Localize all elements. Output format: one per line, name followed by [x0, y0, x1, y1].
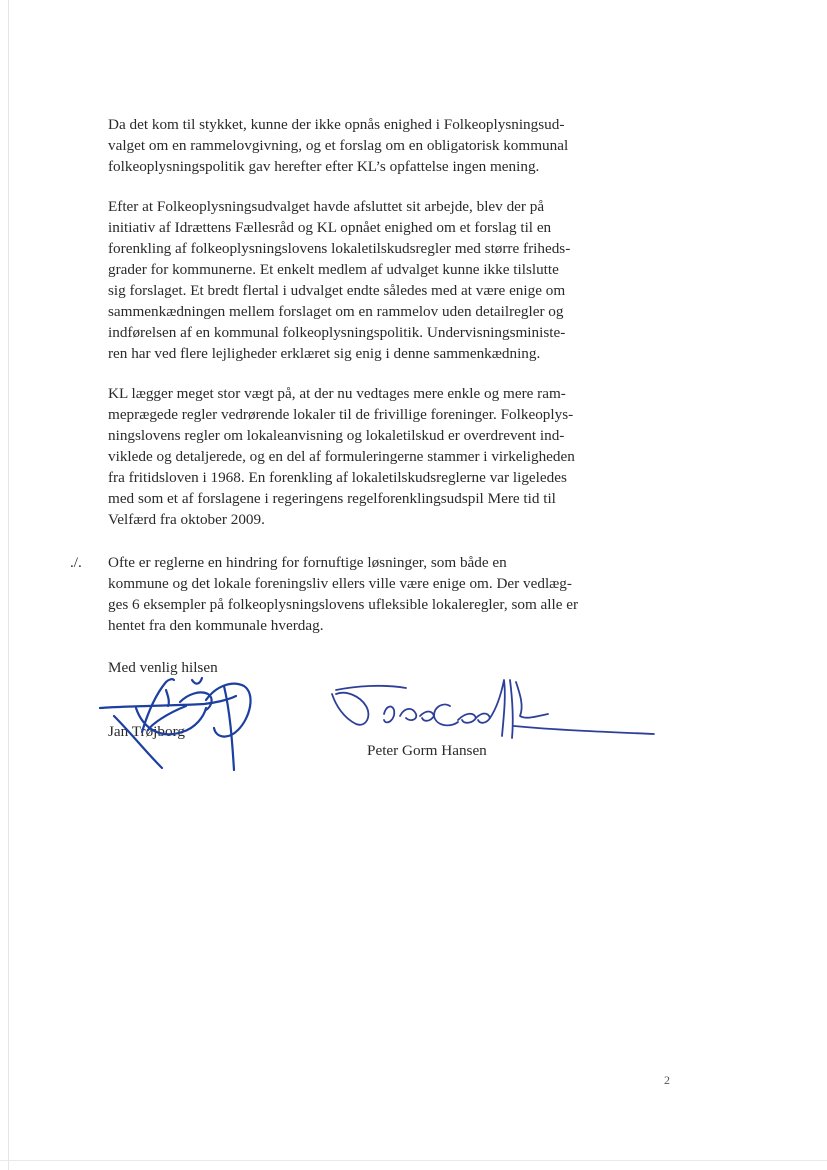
text-line: viklede og detaljerede, og en del af formuleringerne stammer i virkeligheden — [108, 448, 575, 465]
text-line: indførelsen af en kommunal folkeoplysningspolitik. Undervisningsministe- — [108, 324, 566, 341]
text-line: hentet fra den kommunale hverdag. — [108, 617, 324, 634]
text-line: fra fritidsloven i 1968. En forenkling af lokaletilskudsreglerne var ligeledes — [108, 469, 567, 486]
paragraph-1 — [108, 114, 633, 177]
text-line: Efter at Folkeoplysningsudvalget havde afsluttet sit arbejde, blev der på — [108, 198, 545, 215]
text-line: grader for kommunerne. Et enkelt medlem af udvalget kunne ikke tilslutte — [108, 261, 559, 278]
text-line: kommune og det lokale foreningsliv ellers ville være enige om. Der vedlæg- — [108, 575, 572, 592]
text-line: sig forslaget. Et bredt flertal i udvalget endte således med at være enige om — [108, 282, 566, 299]
text-line: ningslovens regler om lokaleanvisning og lokaletilskud er overdrevent ind- — [108, 427, 565, 444]
text-line: valget om en rammelovgivning, og et forslag om en obligatorisk kommunal — [108, 137, 569, 154]
signature-1 — [96, 672, 256, 780]
closing-salutation: Med venlig hilsen — [108, 659, 218, 676]
text-line: sammenkædningen mellem forslaget om en rammelov uden detailregler og — [108, 303, 564, 320]
paragraph-4 — [108, 552, 633, 636]
text-line: initiativ af Idrættens Fællesråd og KL opnået enighed om et forslag til en — [108, 219, 552, 236]
enclosure-marker: ./. — [70, 554, 82, 571]
signatory-name-1: Jan Trøjborg — [108, 723, 185, 740]
text-line: Ofte er reglerne en hindring for fornuftige løsninger, som både en — [108, 554, 507, 571]
text-line: forenkling af folkeoplysningslovens lokaletilskudsregler med større friheds- — [108, 240, 571, 257]
text-line: KL lægger meget stor vægt på, at der nu vedtages mere enkle og mere ram- — [108, 385, 566, 402]
text-line: meprægede regler vedrørende lokaler til de frivillige foreninger. Folkeoplys- — [108, 406, 574, 423]
scan-edge-line — [0, 1160, 827, 1161]
text-line: folkeoplysningspolitik gav herefter efter KL’s opfattelse ingen mening. — [108, 158, 540, 175]
scan-edge-line — [8, 0, 9, 1170]
text-line: Da det kom til stykket, kunne der ikke opnås enighed i Folkeoplysningsud- — [108, 116, 565, 133]
paragraph-3 — [108, 383, 633, 530]
signature-2 — [326, 676, 658, 750]
text-line: ren har ved flere lejligheder erklæret sig enig i denne sammenkædning. — [108, 345, 541, 362]
paragraph-2 — [108, 196, 633, 364]
text-line: ges 6 eksempler på folkeoplysningslovens ufleksible lokaleregler, som alle er — [108, 596, 579, 613]
page-number: 2 — [664, 1073, 670, 1087]
text-line: Velfærd fra oktober 2009. — [108, 511, 265, 528]
text-line: med som et af forslagene i regeringens regelforenklingsudspil Mere tid til — [108, 490, 556, 507]
signatory-name-2: Peter Gorm Hansen — [367, 742, 487, 759]
